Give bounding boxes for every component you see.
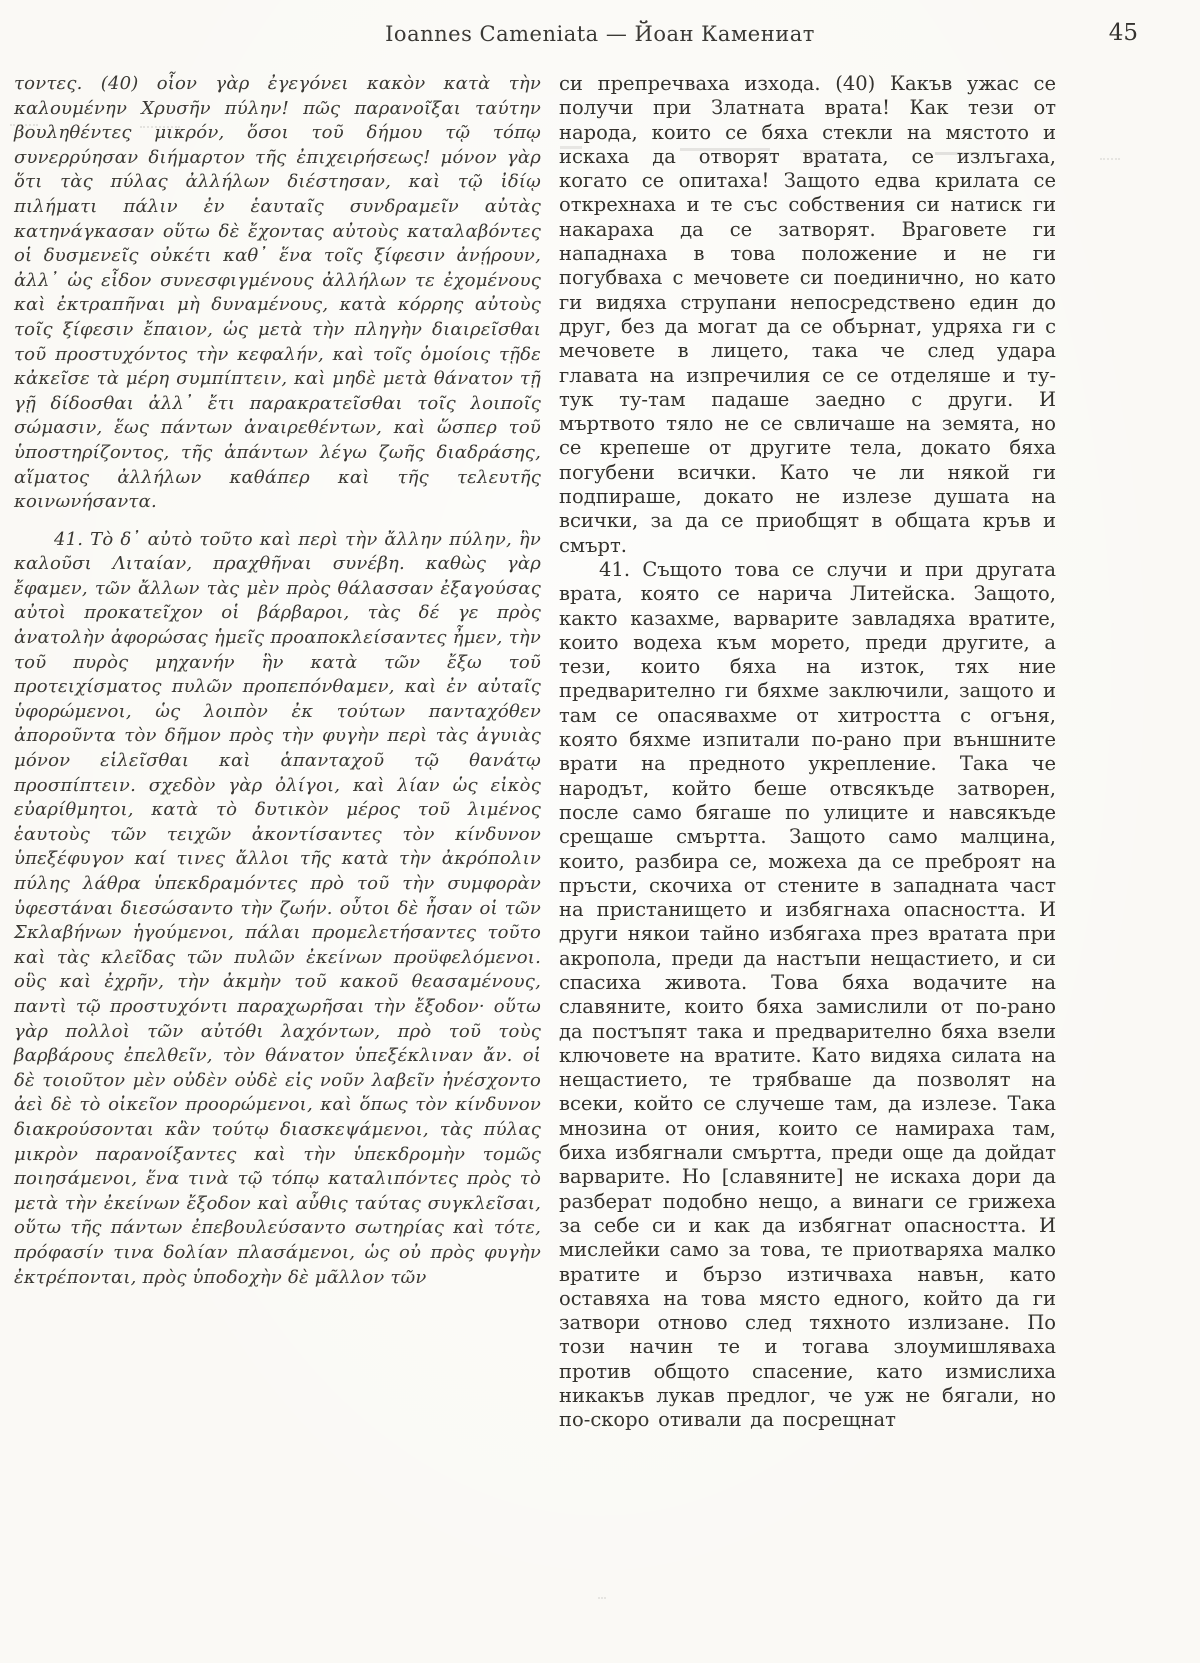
scan-artifact <box>598 1597 606 1599</box>
page-number: 45 <box>1108 20 1138 46</box>
greek-paragraph-41: 41. Τὸ δ᾽ αὐτὸ τοῦτο καὶ περὶ τὴν ἄλλην πύλην, ἣν καλοῦσι Λιταίαν, πραχθῆναι συνέβη. καθὼς γὰρ ἔφαμεν, τῶν ἄλλων τὰς μὲν πρὸς θάλασσαν ἐξαγούσας αὐτοὶ προκατεῖχον οἱ βάρβαροι, τὰς δέ γε πρὸς ἀνατολὴν ἀφορώσας ἡμεῖς προαποκλείσαντες ἦμεν, τὴν τοῦ πυρὸς μηχανήν ἣν κατὰ τῶν ἔξω τοῦ προτειχίσματος πυλῶν προπεπόνθαμεν, καὶ ἐν αὐταῖς ὑφορώμενοι, ὡς λοιπὸν ἐκ τούτων πανταχόθεν ἀποροῦντα τὸν δῆμον πρὸς τὴν φυγὴν περὶ τὰς ἀγυιὰς μόνον εἱλεῖσθαι καὶ ἁπανταχοῦ τῷ θανάτῳ προσπίπτειν. σχεδὸν γὰρ ὀλίγοι, καὶ λίαν ὡς εἰκὸς εὐαρίθμητοι, κατὰ τὸ δυτικὸν μέρος τοῦ λιμένος ἑαυτοὺς τῶν τειχῶν ἀκοντίσαντες τὸν κίνδυνον ὑπεξέφυγον καί τινες ἄλλοι τῆς κατὰ τὴν ἀκρόπολιν πύλης λάθρα ὑπεκδραμόντες πρὸ τοῦ τὴν συμφορὰν ὑφεστάναι διεσώσαντο τὴν ζωήν. οὗτοι δὲ ἦσαν οἱ τῶν Σκλαβήνων ἡγούμενοι, πάλαι προμελετήσαντες τοῦτο καὶ τὰς κλεῖδας τῶν πυλῶν ἐκείνων προϋφελόμενοι. οὓς καὶ ἐχρῆν, τὴν ἀκμὴν τοῦ κακοῦ θεασαμένους, παντὶ τῷ προστυχόντι παραχωρῆσαι τὴν ἔξοδον· οὕτω γὰρ πολλοὶ τῶν αὐτόθι λαχόντων, πρὸ τοῦ τοὺς βαρβάρους ἐπελθεῖν, τὸν θάνατον ὑπεξέκλιναν ἄν. οἱ δὲ τοιοῦτον μὲν οὐδὲν οὐδὲ εἰς νοῦν λαβεῖν ἠνέσχοντο ἀεὶ δὲ τὸ οἰκεῖον προορώμενοι, καὶ ὅπως τὸν κίνδυνον διακρούσονται κἂν τούτῳ διασκεψάμενοι, τὰς πύλας μικρὸν παρανοίξαντες καὶ τὴν ὑπεκδρομὴν τομῶς ποιησάμενοι, ἕνα τινὰ τῷ τόπῳ καταλιπόντες πρὸς τὸ μετὰ τὴν ἐκείνων ἔξοδον καὶ αὖθις ταύτας συγκλεῖσαι, οὕτω τῆς πάντων ἐπεβουλεύσαντο σωτηρίας καὶ τότε, πρόφασίν τινα δολίαν πλασάμενοι, ὡς οὐ πρὸς φυγὴν ἐκτρέπονται, πρὸς ὑποδοχὴν δὲ μᾶλλον τῶν <box>14 528 541 1288</box>
bulgarian-translation-column <box>559 72 1056 1433</box>
greek-paragraph-40: τοντες. (40) οἷον γὰρ ἐγεγόνει κακὸν κατὰ τὴν καλουμένην Χρυσῆν πύλην! πῶς παρανοῖξαι ταύτην βουληθέντες μικρόν, ὅσοι τοῦ δήμου τῷ τόπῳ συνερρύησαν διήμαρτον τῆς ἐπιχειρήσεως! μόνον γὰρ ὅτι τὰς πύλας ἀλλήλων διέστησαν, καὶ τῷ ἰδίῳ πιλήματι πάλιν ἐν ἑαυταῖς συνδραμεῖν αὐτὰς κατηνάγκασαν οὕτω δὲ ἔχοντας αὐτοὺς καταλαβόντες οἱ δυσμενεῖς οὐκέτι καθ᾽ ἕνα τοῖς ξίφεσιν ἀνῄρουν, ἀλλ᾽ ὡς εἶδον συνεσφιγμένους ἀλλήλων τε ἐχομένους καὶ ἐκτραπῆναι μὴ δυναμένους, κατὰ κόρρης αὐτοὺς τοῖς ξίφεσιν ἔπαιον, ὡς μετὰ τὴν πληγὴν διαιρεῖσθαι τοῦ προστυχόντος τὴν κεφαλήν, καὶ τοῖς ὁμοίοις τῇδε κἀκεῖσε τὰ μέρη συμπίπτειν, καὶ μηδὲ μετὰ θάνατον τῇ γῇ δίδοσθαι ἀλλ᾽ ἔτι παρακρατεῖσθαι τοῖς λοιποῖς σώμασιν, ἕως πάντων ἀναιρεθέντων, καὶ ὥσπερ τοῦ ὑποστηρίζοντος, τῆς ἁπάντων λέγω ζωῆς διαδράσης, αἵματος ἀλλήλων καθάπερ καὶ τῆς τελευτῆς κοινωνήσαντα. <box>14 73 541 513</box>
greek-text-column <box>14 72 541 1290</box>
scan-artifact <box>1100 158 1120 160</box>
running-head <box>0 14 1200 56</box>
running-title: Ioannes Cameniata — Йоан Камениат <box>385 22 815 46</box>
two-column-text <box>14 72 1056 1433</box>
bulgarian-paragraph-40: си препречваха изхода. (40) Какъв ужас се получи при Златната врата! Как тези от народа, които се бяха стекли на мястото и искаха да отворят вратата, се излъгаха, когато се опитаха! Защото едва крилата се открехнаха и те със собствения си натиск ги накараха да се затворят. Враговете ги нападнаха в това положение и не ги погубваха с мечовете си поединично, но като ги видяха струпани непосредствено един до друг, без да могат да се обърнат, удряха ги с мечовете в лицето, така че след удара главата на изпречилия се се отделяше и ту-тук ту-там падаше заедно с други. И мъртвото тяло не се свличаше на земята, но се крепеше от другите тела, докато бяха погубени всички. Като че ли някой ги подпираше, докато не излезе душата на всички, за да се приобщят в общата кръв и смърт. <box>559 72 1056 557</box>
bulgarian-paragraph-41: 41. Същото това се случи и при другата врата, която се нарича Литейска. Защото, както казахме, варварите завладяха вратите, които водеха към морето, преди другите, а тези, които бяха на изток, тях ние предварително ги бяхме заключили, защото и там се опасявахме от хитростта с огъня, която бяхме изпитали по-рано при външните врати на предното укрепление. Така че народът, който беше отвсякъде затворен, после само бягаше по улиците и навсякъде срещаше смъртта. Защото само малцина, които, разбира се, можеха да се преброят на пръсти, скочиха от стените в западната част на пристанището и избягнаха опасността. И други някои тайно избягаха през вратата при акропола, преди да настъпи нещастието, и си спасиха живота. Това бяха водачите на славяните, които бяха замислили от по-рано да постъпят така и предварително бяха взели ключовете на вратите. Като видяха силата на нещастието, те трябваше да позволят на всеки, който се случеше там, да излезе. Така мнозина от ония, които се намираха там, биха избягнали смъртта, преди още да дойдат варварите. Но [славяните] не искаха дори да разберат подобно нещо, а винаги се грижеха за себе си и как да избягнат опасността. И мислейки само за това, те приотваряха малко вратите и бързо изтичваха навън, като оставяха на това място едного, който да ги затвори отново след тяхното излизане. По този начин те и тогава злоумишляваха против общото спасение, като измислиха никакъв лукав предлог, че уж не бягали, но по-скоро отивали да посрещнат <box>559 557 1056 1432</box>
